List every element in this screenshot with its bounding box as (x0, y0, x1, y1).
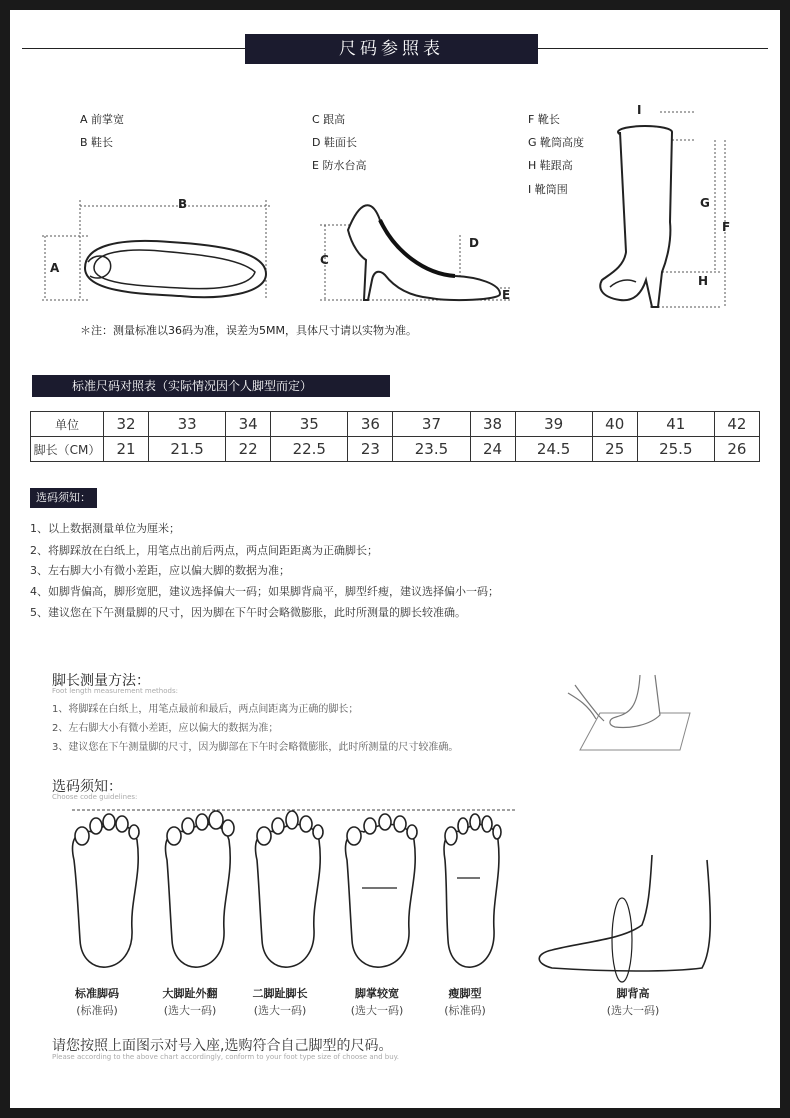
size-cell: 33 (149, 412, 226, 437)
foot-type-advice: (选大一码) (350, 1004, 404, 1017)
length-cell: 21.5 (149, 437, 226, 462)
size-cell: 35 (271, 412, 348, 437)
length-cell: 23.5 (393, 437, 470, 462)
label-h: H 鞋跟高 (528, 159, 573, 172)
foot-type-name: 二脚趾脚长 (252, 987, 308, 1000)
length-cell: 24 (470, 437, 515, 462)
table-row (31, 412, 760, 437)
flat-shoe-illustration (30, 190, 270, 305)
size-cell: 38 (470, 412, 515, 437)
letter-g: G (700, 196, 710, 210)
header-rule-left (22, 48, 245, 49)
guide-title: 选码须知： (52, 779, 122, 795)
length-cell: 25 (592, 437, 637, 462)
table-row-label: 单位 (31, 412, 104, 437)
foot-type-advice: (标准码) (76, 1004, 118, 1017)
page-title: 尺码参照表 (245, 34, 538, 64)
method-title: 脚长测量方法： (52, 673, 150, 689)
measuring-illustration (560, 665, 700, 755)
notice-line: 3、左右脚大小有微小差距，应以偏大脚的数据为准； (30, 564, 290, 577)
size-cell: 34 (226, 412, 271, 437)
page (10, 10, 780, 1108)
length-cell: 21 (104, 437, 149, 462)
foot-type-advice: (标准码) (444, 1004, 486, 1017)
method-line: 3、建议您在下午测量脚的尺寸，因为脚部在下午时会略微膨胀，此时所测量的尺寸较准确。 (52, 742, 459, 753)
label-f: F 靴长 (528, 113, 560, 126)
size-cell: 36 (348, 412, 393, 437)
foot-type-advice: (选大一码) (163, 1004, 217, 1017)
footer-text: 请您按照上面图示对号入座,选购符合自己脚型的尺码。 (52, 1038, 393, 1054)
size-cell: 40 (592, 412, 637, 437)
size-cell: 42 (714, 412, 759, 437)
table-row (31, 437, 760, 462)
foot-type-name: 标准脚码 (75, 987, 119, 1000)
heel-shoe-illustration (300, 180, 520, 310)
foot-type-advice: (选大一码) (253, 1004, 307, 1017)
label-e: E 防水台高 (312, 159, 367, 172)
letter-c: C (320, 253, 329, 267)
letter-f: F (722, 220, 731, 234)
notice-line: 2、将脚踩放在白纸上，用笔点出前后两点，两点间距距离为正确脚长； (30, 544, 378, 557)
table-row-label: 脚长（CM） (31, 437, 104, 462)
method-line: 2、左右脚大小有微小差距，应以偏大的数据为准； (52, 723, 279, 734)
length-cell: 24.5 (515, 437, 592, 462)
label-d: D 鞋面长 (312, 136, 357, 149)
method-subtitle: Foot length measurement methods: (52, 687, 178, 695)
letter-h: H (698, 274, 709, 288)
size-cell: 39 (515, 412, 592, 437)
size-cell: 37 (393, 412, 470, 437)
size-table (30, 411, 760, 462)
header-rule-right (538, 48, 768, 49)
label-b: B 鞋长 (80, 136, 114, 149)
guide-subtitle: Choose code guidelines: (52, 793, 138, 801)
letter-i: I (637, 103, 642, 117)
foot-type-name: 脚掌较宽 (355, 987, 399, 1000)
size-cell: 32 (104, 412, 149, 437)
length-cell: 23 (348, 437, 393, 462)
length-cell: 26 (714, 437, 759, 462)
measurement-note: ＊注：测量标准以36码为准，误差为5MM，具体尺寸请以实物为准。 (80, 324, 417, 337)
foot-type-name: 瘦脚型 (448, 987, 482, 1000)
length-cell: 25.5 (637, 437, 714, 462)
notice-line: 4、如脚背偏高，脚形宽肥，建议选择偏大一码；如果脚背扁平，脚型纤瘦，建议选择偏小一码； (30, 585, 499, 598)
foot-type-name: 大脚趾外翻 (162, 987, 218, 1000)
size-cell: 41 (637, 412, 714, 437)
label-g: G 靴筒高度 (528, 136, 585, 149)
method-line: 1、将脚踩在白纸上，用笔点最前和最后，两点间距离为正确的脚长； (52, 704, 359, 715)
notice-line: 1、以上数据测量单位为厘米； (30, 522, 180, 535)
notice-tag: 选码须知： (30, 488, 97, 508)
notice-line: 5、建议您在下午测量脚的尺寸，因为脚在下午时会略微膨胀，此时所测量的脚长较准确。 (30, 606, 466, 619)
foot-type-name: 脚背高 (616, 987, 650, 1000)
letter-e: E (502, 288, 511, 302)
letter-d: D (469, 236, 479, 250)
size-table-title: 标准尺码对照表（实际情况因个人脚型而定） (32, 375, 390, 397)
label-a: A 前掌宽 (80, 113, 125, 126)
letter-a: A (50, 261, 60, 275)
foot-types-illustration (52, 800, 742, 985)
footer-subtext: Please according to the above chart accordingly, conform to your foot type size of choose and buy. (52, 1053, 400, 1061)
letter-b: B (178, 197, 188, 211)
length-cell: 22 (226, 437, 271, 462)
foot-type-advice: (选大一码) (606, 1004, 660, 1017)
length-cell: 22.5 (271, 437, 348, 462)
label-c: C 跟高 (312, 113, 346, 126)
label-i: I 靴筒围 (528, 183, 568, 196)
